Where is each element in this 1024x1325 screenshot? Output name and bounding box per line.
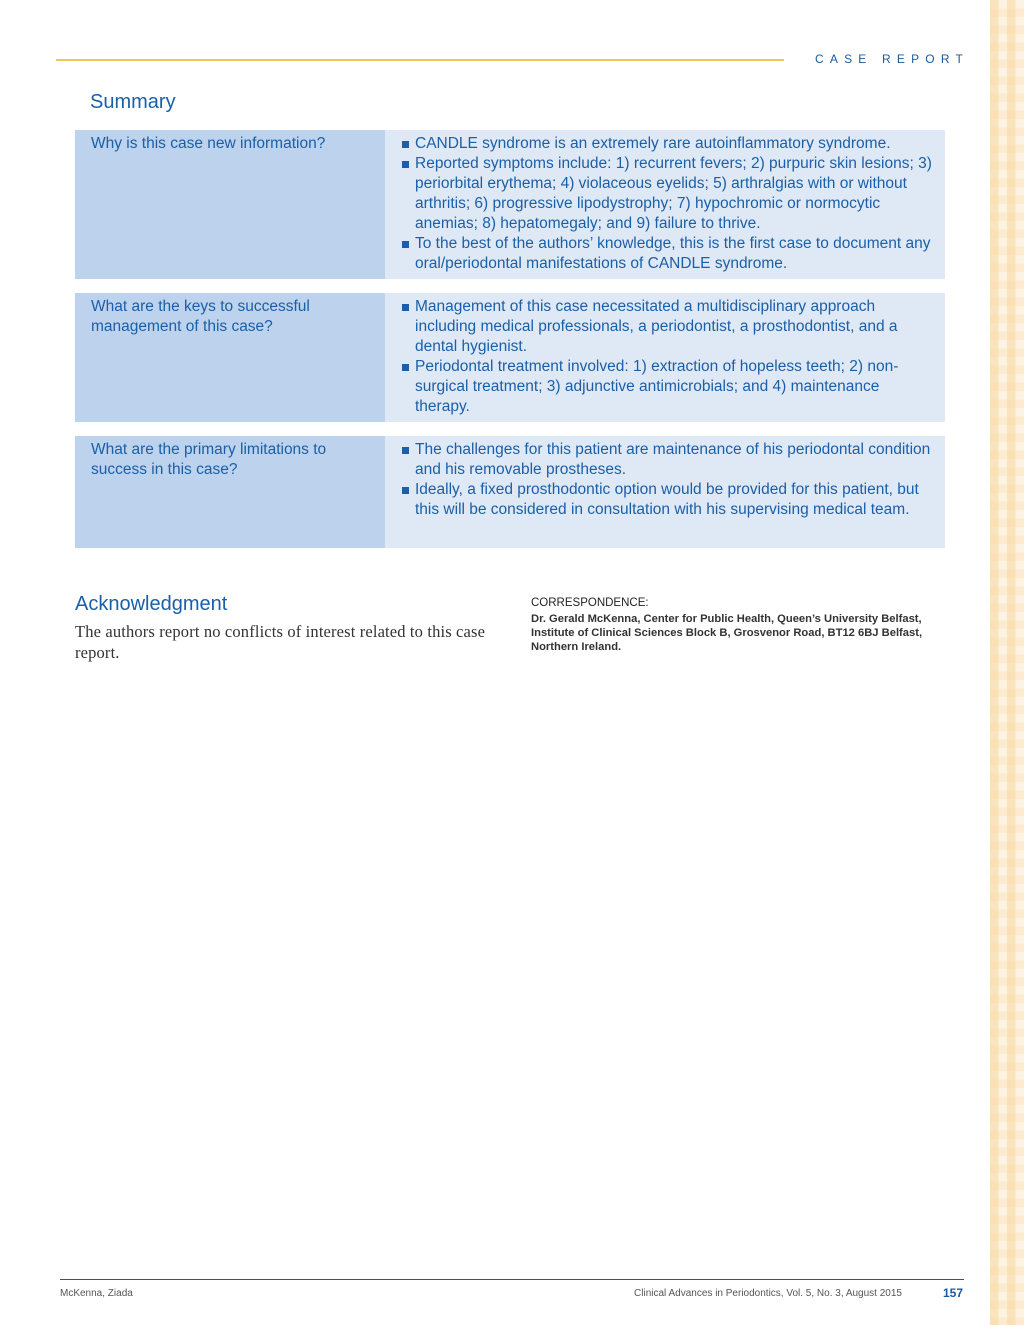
header-rule <box>56 59 784 61</box>
summary-answer-item: To the best of the authors’ knowledge, this is the first case to document any oral/periodontal manifestations of CANDLE syndrome. <box>401 234 935 274</box>
summary-question: What are the keys to successful management of this case? <box>75 293 385 422</box>
summary-question: Why is this case new information? <box>75 130 385 279</box>
correspondence-label: CORRESPONDENCE: <box>531 597 649 609</box>
decorative-edge-strip <box>990 0 1024 1325</box>
summary-answer-item: Ideally, a fixed prosthodontic option would be provided for this patient, but this will be considered in consultation with his supervising medical team. <box>401 480 935 520</box>
bullet-square-icon <box>402 141 409 148</box>
bullet-square-icon <box>402 447 409 454</box>
summary-answer-item: Reported symptoms include: 1) recurrent fevers; 2) purpuric skin lesions; 3) periorbital erythema; 4) violaceous eyelids; 5) arthralgias with or without arthritis; 6) progressive lipodystrophy; 7) hypochromic or normocytic anemias; 8) hepatomegaly; and 9) failure to thrive. <box>401 154 935 234</box>
bullet-square-icon <box>402 364 409 371</box>
bullet-square-icon <box>402 161 409 168</box>
summary-title: Summary <box>90 91 176 113</box>
page-number: 157 <box>943 1286 964 1300</box>
correspondence-text: Dr. Gerald McKenna, Center for Public Health, Queen’s University Belfast, Institute of Clinical Sciences Block B, Grosvenor Road, BT12 6BJ Belfast, Northern Ireland. <box>531 613 923 653</box>
bullet-square-icon <box>402 487 409 494</box>
summary-answer-item: CANDLE syndrome is an extremely rare autoinflammatory syndrome. <box>401 134 935 154</box>
summary-block-keys-to-success <box>75 293 945 422</box>
bullet-square-icon <box>402 241 409 248</box>
acknowledgment-text: The authors report no conflicts of interest related to this case report. <box>75 622 486 662</box>
bullet-square-icon <box>402 304 409 311</box>
summary-answer-item: The challenges for this patient are maintenance of his periodontal condition and his removable prostheses. <box>401 440 935 480</box>
running-head: CASE REPORT <box>815 52 969 66</box>
summary-answer-item: Management of this case necessitated a multidisciplinary approach including medical professionals, a periodontist, a prosthodontist, and a dental hygienist. <box>401 297 935 357</box>
summary-block-new-information <box>75 130 945 279</box>
summary-answers <box>385 293 945 422</box>
summary-block-limitations <box>75 436 945 548</box>
footer-authors: McKenna, Ziada <box>60 1288 133 1299</box>
footer-journal: Clinical Advances in Periodontics, Vol. 5, No. 3, August 2015 <box>634 1288 902 1299</box>
summary-answer-item: Periodontal treatment involved: 1) extraction of hopeless teeth; 2) non-surgical treatment; 3) adjunctive antimicrobials; and 4) maintenance therapy. <box>401 357 935 417</box>
acknowledgment-title: Acknowledgment <box>75 593 228 615</box>
summary-answers <box>385 436 945 548</box>
footer-rule <box>60 1279 964 1280</box>
summary-answers <box>385 130 945 279</box>
summary-question: What are the primary limitations to success in this case? <box>75 436 385 548</box>
